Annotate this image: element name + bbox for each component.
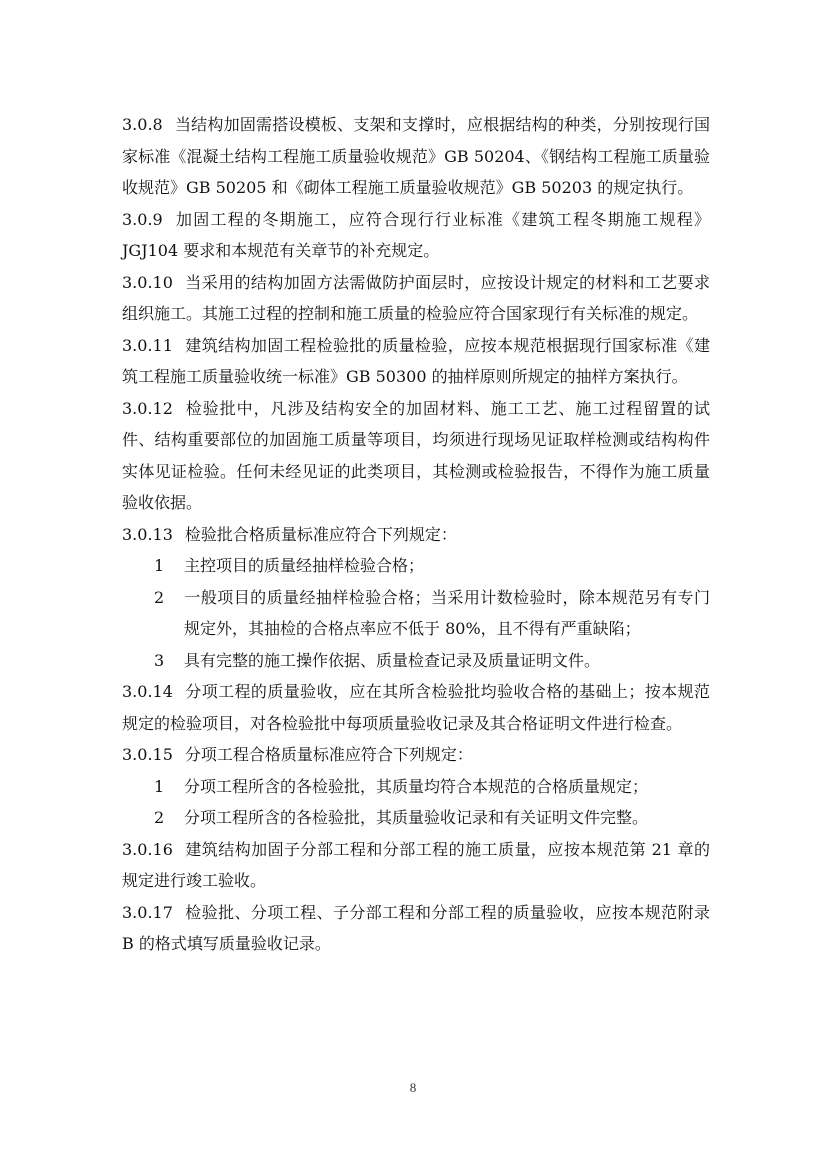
- clause-3-0-15: [122, 739, 710, 771]
- clause-text: 检验批合格质量标准应符合下列规定：: [184, 524, 457, 544]
- clause-3-0-16: [122, 834, 710, 897]
- list-item-number: 2: [154, 587, 165, 607]
- clause-3-0-8: [122, 109, 710, 204]
- list-item-text: 具有完整的施工操作依据、质量检查记录及质量证明文件。: [184, 650, 601, 670]
- clause-3-0-14: [122, 676, 710, 739]
- clause-number: 3.0.17: [122, 902, 173, 922]
- clause-number: 3.0.12: [122, 398, 173, 418]
- clause-number: 3.0.14: [122, 682, 173, 701]
- list-item-text: 分项工程所含的各检验批，其质量均符合本规范的合格质量规定；: [184, 776, 649, 796]
- clause-text: 建筑结构加固子分部工程和分部工程的施工质量，应按本规范第 21 章的规定进行竣工验收。: [122, 839, 710, 890]
- clause-3-0-9: [122, 204, 710, 267]
- page-number: 8: [409, 1080, 417, 1095]
- clause-number: 3.0.8: [122, 115, 163, 134]
- list-item-number: 3: [154, 650, 165, 670]
- list-item-text: 分项工程所含的各检验批，其质量验收记录和有关证明文件完整。: [184, 808, 649, 827]
- clause-text: 建筑结构加固工程检验批的质量检验，应按本规范根据现行国家标准《建筑工程施工质量验收统一标准》GB 50300 的抽样原则所规定的抽样方案执行。: [122, 335, 710, 386]
- clause-3-0-13: [122, 519, 710, 551]
- list-item: [122, 771, 710, 803]
- clause-number: 3.0.11: [122, 335, 173, 355]
- clause-text: 加固工程的冬期施工，应符合现行行业标准《建筑工程冬期施工规程》JGJ104 要求和本规范有关章节的补充规定。: [122, 209, 710, 260]
- clause-3-0-17: [122, 897, 710, 960]
- list-item: [122, 802, 710, 834]
- clause-text: 分项工程的质量验收，应在其所含检验批均验收合格的基础上；按本规范规定的检验项目，对各检验批中每项质量验收记录及其合格证明文件进行检查。: [122, 682, 710, 733]
- clause-number: 3.0.13: [122, 524, 173, 544]
- clause-text: 检验批、分项工程、子分部工程和分部工程的质量验收，应按本规范附录 B 的格式填写质量验收记录。: [122, 902, 710, 953]
- clause-text: 当结构加固需搭设模板、支架和支撑时，应根据结构的种类，分别按现行国家标准《混凝土结构工程施工质量验收规范》GB 50204、《钢结构工程施工质量验收规范》GB 50205 和《砌体工程施工质量验收规范》GB 50203 的规定执行。: [122, 115, 710, 197]
- clause-text: 分项工程合格质量标准应符合下列规定：: [184, 745, 473, 764]
- list-item: [122, 645, 710, 677]
- page-body: [122, 109, 710, 960]
- list-item-text: 一般项目的质量经抽样检验合格；当采用计数检验时，除本规范另有专门规定外，其抽检的合格点率应不低于 80%，且不得有严重缺陷；: [184, 587, 710, 638]
- clause-3-0-11: [122, 330, 710, 393]
- list-item-number: 1: [154, 556, 165, 575]
- list-item-number: 2: [154, 808, 165, 827]
- list-item-text: 主控项目的质量经抽样检验合格；: [184, 556, 425, 575]
- clause-text: 当采用的结构加固方法需做防护面层时，应按设计规定的材料和工艺要求组织施工。其施工过程的控制和施工质量的检验应符合国家现行有关标准的规定。: [122, 272, 710, 323]
- list-item: [122, 582, 710, 645]
- clause-3-0-10: [122, 267, 710, 330]
- clause-number: 3.0.10: [122, 272, 173, 292]
- list-item-number: 1: [154, 776, 165, 796]
- clause-number: 3.0.15: [122, 745, 173, 764]
- clause-number: 3.0.9: [122, 209, 163, 229]
- clause-text: 检验批中，凡涉及结构安全的加固材料、施工工艺、施工过程留置的试件、结构重要部位的加固施工质量等项目，均须进行现场见证取样检测或结构构件实体见证检验。任何未经见证的此类项目，其检测或检验报告，不得作为施工质量验收依据。: [122, 398, 710, 512]
- list-item: [122, 550, 710, 582]
- clause-number: 3.0.16: [122, 839, 173, 859]
- clause-3-0-12: [122, 393, 710, 519]
